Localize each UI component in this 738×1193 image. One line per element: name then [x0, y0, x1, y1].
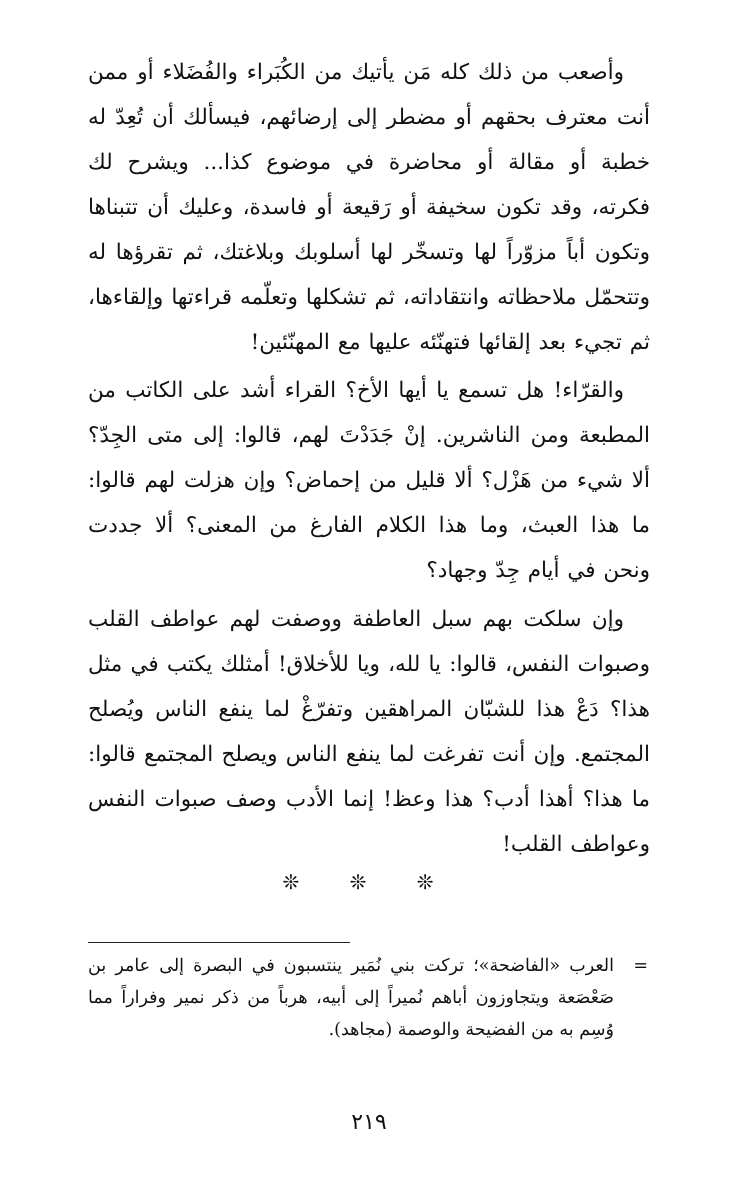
footnote-text: العرب «الفاضحة»؛ تركت بني نُمَير ينتسبون في البصرة إلى عامر بن صَعْصَعة ويتجاوزون أباهم نُميراً إلى أبيه، هرباً من ذكر نمير وفراراً مما وُسِم به من الفضيحة والوصمة (مجاهد). — [88, 956, 614, 1040]
paragraph-text: وأصعب من ذلك كله مَن يأتيك من الكُبَراء والفُضَلاء أو ممن أنت معترف بحقهم أو مضطر إلى إرضائهم، فيسألك أن تُعِدّ له خطبة أو مقالة أو محاضرة في موضوع كذا... ويشرح لك فكرته، وقد تكون سخيفة أو رَقيعة أو فاسدة، وعليك أن تتبناها وتكون أباً مزوّراً لها وتسخّر لها أسلوبك وبلاغتك، ثم تقرؤها له وتتحمّل ملاحظاته وانتقاداته، ثم تشكلها وتعلّمه قراءتها وإلقاءها، ثم تجيء بعد إلقائها فتهنّئه عليها مع المهنّئين! — [88, 60, 650, 355]
paragraph-text: والقرّاء! هل تسمع يا أيها الأخ؟ القراء أشد على الكاتب من المطبعة ومن الناشرين. إنْ جَدَدْتَ لهم، قالوا: إلى متى الجِدّ؟ ألا شيء من هَزْل؟ ألا قليل من إحماض؟ وإن هزلت لهم قالوا: ما هذا العبث، وما هذا الكلام الفارغ من المعنى؟ ألا جددت ونحن في أيام جِدّ وجهاد؟ — [88, 378, 650, 583]
page-number: ٢١٩ — [351, 1110, 387, 1135]
body-paragraph-1 — [88, 50, 650, 365]
paragraph-text: وإن سلكت بهم سبل العاطفة ووصفت لهم عواطف القلب وصبوات النفس، قالوا: يا لله، ويا للأخلاق! أمثلك يكتب في مثل هذا؟ دَعْ هذا للشبّان المراهقين وتفرّغْ لما ينفع الناس ويُصلح المجتمع. وإن أنت تفرغت لما ينفع الناس ويصلح المجتمع قالوا: ما هذا؟ أهذا أدب؟ هذا وعظ! إنما الأدب وصف صبوات النفس وعواطف القلب! — [88, 607, 650, 857]
body-paragraph-2 — [88, 368, 650, 593]
footnote-divider — [88, 942, 350, 943]
footnote — [88, 950, 650, 1046]
section-separator: ❊ ❊ ❊ — [282, 870, 456, 894]
body-paragraph-3 — [88, 597, 650, 867]
footnote-marker: = — [633, 956, 648, 976]
